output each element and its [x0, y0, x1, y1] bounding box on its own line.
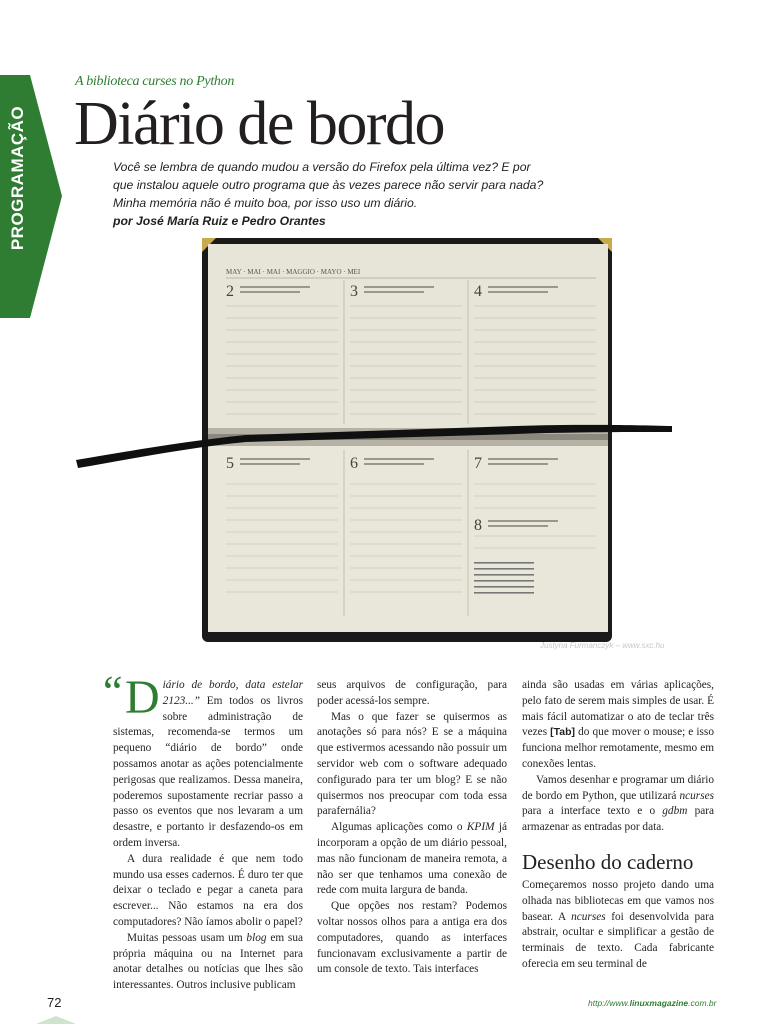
- body-column-2: [317, 678, 507, 978]
- paragraph: Começaremos nosso projeto dando uma olhada nas bibliotecas em que vamos nos basear. A ncurses foi desenvolvida para abstrair, ocultar e simplificar a gestão de terminais de texto. Cada fabricante oferecia em seu terminal de: [522, 878, 714, 970]
- paragraph: Muitas pessoas usam um blog em sua própria máquina ou na Internet para anotar detalhes ou notícias que lhes são interessantes. Outros inclusive publicam: [113, 931, 303, 992]
- paragraph: A dura realidade é que nem todo mundo usa esses cadernos. É duro ter que deixar o teclado e pegar a caneta para escrever... Não estamos na era dos computadores? Não íamos abolir o papel?: [113, 852, 303, 928]
- key-label: [Tab]: [550, 726, 576, 739]
- section-label: PROGRAMAÇÃO: [8, 105, 27, 251]
- paragraph: Diário de bordo, data estelar 2123...” Em todos os livros sobre administração de sistemas, recomenda-se termos um pequeno “diário de bordo” onde possamos anotar as ações potencialmente perigosas que realizamos. Dessa maneira, poderemos supostamente recriar passo a passo os eventos que nos levaram a um desastre, e portanto ir desfazendo-os em ordem inversa.: [113, 671, 303, 849]
- article-lede: Você se lembra de quando mudou a versão do Firefox pela última vez? E por que instalou aquele outro programa que às vezes parece não servir para nada? Minha memória não é muito boa, por isso uso um diário.: [113, 160, 544, 210]
- day-number: 8: [474, 517, 482, 534]
- section-subhead: Desenho do caderno: [522, 849, 694, 874]
- paragraph: Mas o que fazer se quisermos as anotações só para nós? E se a máquina que estivermos acessando não possuir um servidor web com o software adequado configurado para ter um blog? E se não quisermos nos preocupar com toda essa parafernália?: [317, 710, 507, 818]
- photo-credit: Justyna Furmanczyk – www.sxc.hu: [540, 641, 665, 650]
- opening-quote-mark: “: [103, 667, 123, 716]
- footer-tab-marker: [36, 1016, 76, 1024]
- article-kicker: A biblioteca curses no Python: [75, 74, 235, 89]
- month-header: MAY · MAI · MAI · MAGGIO · MAYO · MEI: [226, 268, 361, 276]
- page-number: 72: [47, 995, 62, 1010]
- footer-url[interactable]: http://www.linuxmagazine.com.br: [588, 998, 717, 1008]
- drop-cap: D: [125, 671, 160, 724]
- paragraph: Que opções nos restam? Podemos voltar nossos olhos para a antiga era dos computadores, quando as interfaces funcionavam exclusivamente a partir de um console de texto. Tais interfaces: [317, 900, 507, 976]
- day-number: 3: [350, 283, 358, 300]
- drop-lead-text: iário de bordo, data estelar 2123...”: [162, 679, 303, 707]
- paragraph: Algumas aplicações como o KPIM já incorporam a opção de um diário pessoal, mas não funcionam de maneira remota, a não ser que tenhamos uma conexão de rede com muita largura de banda.: [317, 821, 507, 897]
- day-number: 5: [226, 455, 234, 472]
- day-number: 2: [226, 283, 234, 300]
- paragraph: ainda são usadas em várias aplicações, pelo fato de serem mais simples de usar. É mais fácil automatizar o ato de teclar três vezes [Tab] do que mover o mouse; e isso funciona melhor remotamente, mesmo em conexões lentas.: [522, 679, 714, 770]
- body-column-3: [522, 678, 714, 973]
- article-byline: por José María Ruiz e Pedro Orantes: [113, 214, 326, 228]
- diary-photo: [76, 236, 716, 656]
- article-title: Diário de bordo: [74, 90, 445, 158]
- paragraph: seus arquivos de configuração, para poder acessá-los sempre.: [317, 679, 507, 707]
- day-number: 7: [474, 455, 482, 472]
- body-column-1: [103, 667, 303, 994]
- day-number: 4: [474, 283, 482, 300]
- day-number: 6: [350, 455, 358, 472]
- paragraph: Vamos desenhar e programar um diário de bordo em Python, que utilizará ncurses para a interface texto e o gdbm para armazenar as entradas por data.: [522, 773, 715, 834]
